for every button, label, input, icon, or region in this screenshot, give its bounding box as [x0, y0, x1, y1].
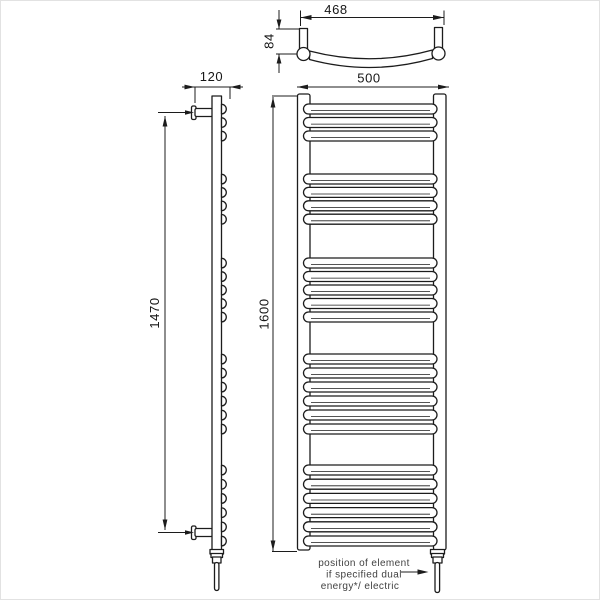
towel-rail-rung	[304, 174, 438, 184]
front-view	[257, 71, 450, 593]
arrowhead-down-icon	[271, 541, 276, 552]
top-view	[262, 2, 446, 73]
dim-height-label: 1600	[256, 298, 272, 330]
arrowhead-right-icon	[185, 85, 196, 90]
front-electric-element	[431, 550, 445, 593]
rung-side-profile	[222, 104, 227, 114]
top-view-right-tube-section	[432, 47, 445, 60]
towel-rail-rung	[304, 214, 438, 224]
dimension-top-width	[301, 2, 445, 26]
arrowhead-up-icon	[163, 116, 168, 127]
rung-side-profile	[222, 188, 227, 198]
dim-depth-label: 84	[261, 33, 277, 49]
towel-rail-rung	[304, 201, 438, 211]
annotation-line-1: position of element	[318, 558, 410, 569]
towel-rail-rung	[304, 479, 438, 489]
element-annotation	[318, 558, 428, 592]
towel-rail-rung	[304, 508, 438, 518]
rung-side-profile	[222, 424, 227, 434]
arrowhead-up-icon	[277, 54, 282, 64]
rung-side-profile	[222, 494, 227, 504]
side-top-bracket-arm	[195, 109, 213, 117]
dim-top-width-label: 468	[324, 2, 348, 17]
arrowhead-left-icon	[230, 85, 241, 90]
side-view	[147, 69, 243, 591]
dim-bracket-height-label: 1470	[147, 297, 162, 329]
towel-rail-rung	[304, 410, 438, 420]
towel-rail-rung	[304, 522, 438, 532]
arrowhead-right-icon	[418, 569, 429, 574]
dimension-height	[257, 96, 298, 552]
towel-rail-rung	[304, 131, 438, 141]
rung-side-profile	[222, 522, 227, 532]
rung-side-profile	[222, 258, 227, 268]
rung-side-profile	[222, 272, 227, 282]
annotation-line-2: if specified dual	[326, 569, 402, 581]
towel-rail-rung	[304, 396, 438, 406]
towel-rail-rung	[304, 382, 438, 392]
towel-rail-rung	[304, 312, 438, 322]
rung-side-profile	[222, 312, 227, 322]
towel-rail-rung	[304, 493, 438, 503]
rung-side-profile	[222, 299, 227, 309]
top-view-curved-rail	[310, 50, 433, 68]
towel-rail-rung	[304, 465, 438, 475]
rung-side-profile	[222, 382, 227, 392]
arrowhead-right-icon	[438, 85, 449, 90]
towel-rail-rung	[304, 118, 438, 128]
side-electric-element	[210, 550, 224, 591]
side-element-probe	[215, 563, 219, 591]
rung-side-profile	[222, 465, 227, 475]
arrowhead-right-icon	[433, 15, 444, 20]
side-bottom-bracket-arm	[195, 529, 213, 537]
top-view-left-tube-section	[297, 48, 310, 61]
side-rungs	[222, 104, 227, 546]
rung-side-profile	[222, 131, 227, 141]
rung-side-profile	[222, 368, 227, 378]
dimension-depth	[262, 10, 300, 73]
arrowhead-down-icon	[277, 20, 282, 30]
rung-side-profile	[222, 354, 227, 364]
rung-side-profile	[222, 396, 227, 406]
front-element-probe	[435, 563, 440, 593]
rung-side-profile	[222, 201, 227, 211]
rung-side-profile	[222, 118, 227, 128]
arrowhead-up-icon	[271, 97, 276, 108]
annotation-line-3: energy*/ electric	[320, 581, 400, 592]
arrowhead-left-icon	[297, 85, 308, 90]
towel-rail-rung	[304, 104, 438, 114]
towel-rail-rung	[304, 272, 438, 282]
rung-side-profile	[222, 508, 227, 518]
rung-side-profile	[222, 285, 227, 295]
rung-side-profile	[222, 410, 227, 420]
arrowhead-left-icon	[301, 15, 312, 20]
dimension-bracket-height	[147, 110, 194, 534]
towel-rail-rung	[304, 424, 438, 434]
towel-rail-rung	[304, 368, 438, 378]
rung-side-profile	[222, 174, 227, 184]
arrowhead-down-icon	[163, 520, 168, 531]
rung-side-profile	[222, 214, 227, 224]
towel-rail-rung	[304, 285, 438, 295]
dimension-width	[297, 71, 449, 90]
top-view-right-bracket-stub	[435, 28, 443, 50]
towel-rail-rung	[304, 299, 438, 309]
dim-width-label: 500	[357, 70, 381, 86]
dim-bracket-depth-label: 120	[199, 69, 224, 84]
towel-rail-rung	[304, 354, 438, 364]
rung-side-profile	[222, 536, 227, 546]
towel-rail-rung	[304, 536, 438, 546]
side-vertical-tube	[212, 96, 222, 550]
front-rungs	[304, 104, 438, 546]
towel-rail-rung	[304, 187, 438, 197]
towel-rail-rung	[304, 258, 438, 268]
rung-side-profile	[222, 480, 227, 490]
